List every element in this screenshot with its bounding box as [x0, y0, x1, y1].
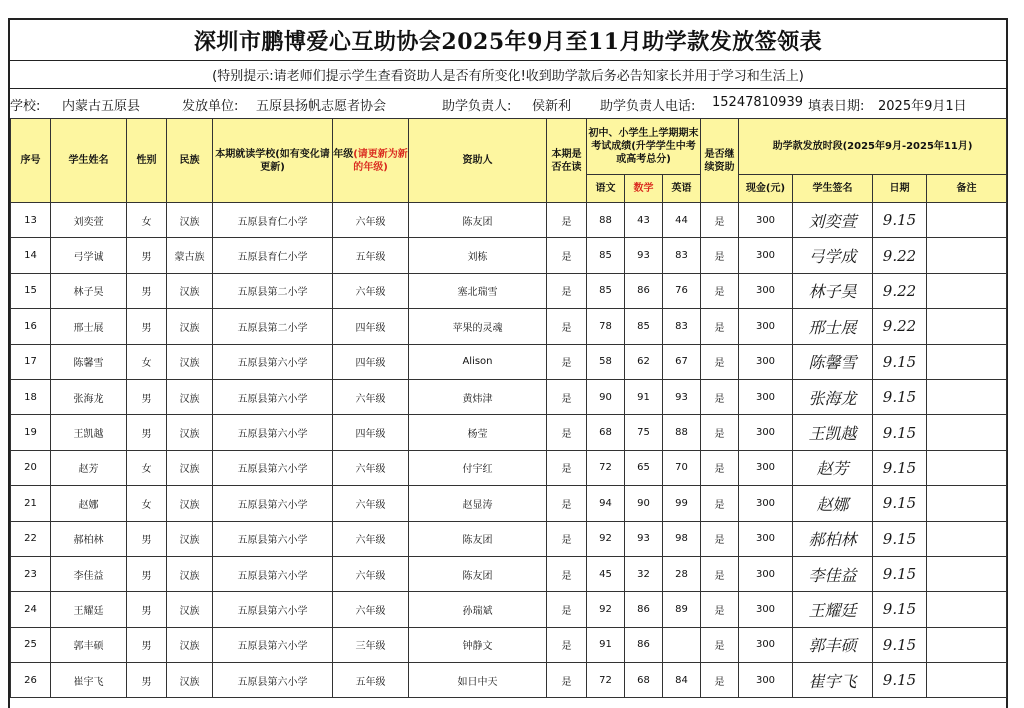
cell-date: 9.15 [873, 627, 927, 662]
cell-school: 五原县第六小学 [213, 344, 333, 379]
cell-ethnicity: 汉族 [167, 344, 213, 379]
cell-math: 86 [625, 592, 663, 627]
cell-seq: 14 [11, 238, 51, 273]
cell-math: 91 [625, 379, 663, 414]
cell-signature: 郭丰硕 [793, 627, 873, 662]
header-gender: 性别 [127, 119, 167, 203]
cell-signature: 弓学成 [793, 238, 873, 273]
header-cash: 现金(元) [739, 175, 793, 203]
cell-cash: 300 [739, 627, 793, 662]
cell-grade: 六年级 [333, 273, 409, 308]
cell-date: 9.15 [873, 663, 927, 698]
cell-cash: 300 [739, 415, 793, 450]
cell-math: 43 [625, 203, 663, 238]
table-row [11, 273, 1007, 308]
cell-gender: 男 [127, 273, 167, 308]
cell-ethnicity: 汉族 [167, 663, 213, 698]
cell-name: 张海龙 [51, 379, 127, 414]
cell-cash: 300 [739, 238, 793, 273]
cell-signature: 刘奕萱 [793, 203, 873, 238]
cell-signature: 李佳益 [793, 556, 873, 591]
cell-continue: 是 [701, 556, 739, 591]
cell-math: 85 [625, 309, 663, 344]
cell-school: 五原县第二小学 [213, 309, 333, 344]
cell-enrolled: 是 [547, 592, 587, 627]
cell-continue: 是 [701, 273, 739, 308]
cell-date: 9.15 [873, 344, 927, 379]
cell-chinese: 92 [587, 521, 625, 556]
cell-grade: 五年级 [333, 663, 409, 698]
table-row [11, 203, 1007, 238]
cell-english: 83 [663, 309, 701, 344]
header-ethnicity: 民族 [167, 119, 213, 203]
cell-enrolled: 是 [547, 486, 587, 521]
cell-seq: 15 [11, 273, 51, 308]
cell-chinese: 72 [587, 450, 625, 485]
cell-continue: 是 [701, 238, 739, 273]
cell-continue: 是 [701, 521, 739, 556]
cell-english: 76 [663, 273, 701, 308]
header-sponsor: 资助人 [409, 119, 547, 203]
header-name: 学生姓名 [51, 119, 127, 203]
cell-continue: 是 [701, 450, 739, 485]
cell-chinese: 45 [587, 556, 625, 591]
cell-remark [927, 521, 1007, 556]
cell-name: 赵芳 [51, 450, 127, 485]
table-row [11, 521, 1007, 556]
cell-date: 9.15 [873, 379, 927, 414]
header-continue: 是否继续资助 [701, 119, 739, 203]
table-row [11, 344, 1007, 379]
cell-chinese: 58 [587, 344, 625, 379]
cell-continue: 是 [701, 203, 739, 238]
cell-date: 9.15 [873, 592, 927, 627]
table-row [11, 592, 1007, 627]
cell-math: 32 [625, 556, 663, 591]
cell-english: 88 [663, 415, 701, 450]
cell-sponsor: 如日中天 [409, 663, 547, 698]
cell-enrolled: 是 [547, 203, 587, 238]
cell-name: 弓学诚 [51, 238, 127, 273]
cell-school: 五原县第六小学 [213, 663, 333, 698]
cell-gender: 女 [127, 486, 167, 521]
cell-ethnicity: 蒙古族 [167, 238, 213, 273]
cell-school: 五原县第六小学 [213, 592, 333, 627]
cell-english: 99 [663, 486, 701, 521]
cell-ethnicity: 汉族 [167, 273, 213, 308]
sign-off-sheet [8, 18, 1008, 708]
cell-remark [927, 203, 1007, 238]
cell-english: 83 [663, 238, 701, 273]
cell-chinese: 85 [587, 273, 625, 308]
cell-remark [927, 273, 1007, 308]
table-row [11, 663, 1007, 698]
cell-seq: 19 [11, 415, 51, 450]
cell-seq: 25 [11, 627, 51, 662]
cell-grade: 四年级 [333, 309, 409, 344]
fill-date-label: 填表日期: [808, 99, 865, 114]
header-english: 英语 [663, 175, 701, 203]
cell-seq: 16 [11, 309, 51, 344]
cell-grade: 四年级 [333, 344, 409, 379]
cell-gender: 女 [127, 203, 167, 238]
issuer-value: 五原县扬帆志愿者协会 [256, 99, 387, 114]
cell-grade: 六年级 [333, 556, 409, 591]
table-row [11, 309, 1007, 344]
manager-value: 侯新利 [532, 99, 572, 114]
cell-ethnicity: 汉族 [167, 486, 213, 521]
cell-remark [927, 344, 1007, 379]
cell-name: 王凯越 [51, 415, 127, 450]
cell-date: 9.15 [873, 203, 927, 238]
cell-remark [927, 627, 1007, 662]
cell-cash: 300 [739, 556, 793, 591]
cell-cash: 300 [739, 521, 793, 556]
cell-sponsor: Alison [409, 344, 547, 379]
cell-name: 李佳益 [51, 556, 127, 591]
cell-english: 84 [663, 663, 701, 698]
cell-math: 93 [625, 238, 663, 273]
cell-name: 赵娜 [51, 486, 127, 521]
table-row [11, 486, 1007, 521]
cell-gender: 男 [127, 309, 167, 344]
cell-date: 9.15 [873, 556, 927, 591]
cell-seq: 13 [11, 203, 51, 238]
cell-english: 67 [663, 344, 701, 379]
manager-label: 助学负责人: [442, 99, 512, 114]
cell-english [663, 627, 701, 662]
cell-enrolled: 是 [547, 238, 587, 273]
student-table [10, 118, 1007, 698]
cell-remark [927, 450, 1007, 485]
header-grade [333, 119, 409, 203]
cell-continue: 是 [701, 592, 739, 627]
cell-gender: 男 [127, 592, 167, 627]
cell-remark [927, 415, 1007, 450]
cell-chinese: 72 [587, 663, 625, 698]
cell-ethnicity: 汉族 [167, 627, 213, 662]
cell-gender: 男 [127, 556, 167, 591]
cell-sponsor: 陈友团 [409, 203, 547, 238]
cell-remark [927, 663, 1007, 698]
cell-math: 90 [625, 486, 663, 521]
header-scores: 初中、小学生上学期期末考试成绩(升学学生中考或高考总分) [587, 119, 701, 175]
cell-date: 9.15 [873, 415, 927, 450]
cell-chinese: 88 [587, 203, 625, 238]
header-grade-main: 年级 [333, 148, 354, 160]
table-row [11, 627, 1007, 662]
cell-seq: 20 [11, 450, 51, 485]
cell-english: 28 [663, 556, 701, 591]
cell-signature: 郝柏林 [793, 521, 873, 556]
cell-date: 9.15 [873, 450, 927, 485]
cell-grade: 四年级 [333, 415, 409, 450]
cell-remark [927, 486, 1007, 521]
cell-sponsor: 塞北瑞雪 [409, 273, 547, 308]
cell-gender: 男 [127, 663, 167, 698]
cell-grade: 五年级 [333, 238, 409, 273]
cell-enrolled: 是 [547, 450, 587, 485]
cell-grade: 六年级 [333, 521, 409, 556]
cell-enrolled: 是 [547, 309, 587, 344]
cell-cash: 300 [739, 379, 793, 414]
cell-english: 93 [663, 379, 701, 414]
cell-math: 86 [625, 273, 663, 308]
header-grade-note: (请更新为新的年级) [353, 148, 408, 173]
cell-seq: 21 [11, 486, 51, 521]
cell-school: 五原县第六小学 [213, 486, 333, 521]
cell-english: 70 [663, 450, 701, 485]
cell-school: 五原县育仁小学 [213, 238, 333, 273]
cell-enrolled: 是 [547, 344, 587, 379]
cell-math: 62 [625, 344, 663, 379]
cell-name: 林子昊 [51, 273, 127, 308]
cell-signature: 张海龙 [793, 379, 873, 414]
cell-name: 邢士展 [51, 309, 127, 344]
cell-cash: 300 [739, 663, 793, 698]
cell-english: 89 [663, 592, 701, 627]
cell-ethnicity: 汉族 [167, 203, 213, 238]
header-chinese: 语文 [587, 175, 625, 203]
cell-english: 98 [663, 521, 701, 556]
cell-cash: 300 [739, 450, 793, 485]
cell-signature: 王凯越 [793, 415, 873, 450]
cell-date: 9.15 [873, 486, 927, 521]
school-label: 学校: [10, 99, 41, 114]
cell-math: 68 [625, 663, 663, 698]
cell-math: 75 [625, 415, 663, 450]
cell-school: 五原县第六小学 [213, 521, 333, 556]
cell-chinese: 78 [587, 309, 625, 344]
cell-school: 五原县育仁小学 [213, 203, 333, 238]
cell-signature: 林子昊 [793, 273, 873, 308]
header-signature: 学生签名 [793, 175, 873, 203]
cell-continue: 是 [701, 663, 739, 698]
cell-gender: 男 [127, 415, 167, 450]
cell-sponsor: 刘栋 [409, 238, 547, 273]
info-bar [10, 88, 1006, 120]
table-row [11, 415, 1007, 450]
header-school-note: (如有变化请更新) [260, 148, 330, 173]
cell-sponsor: 钟静文 [409, 627, 547, 662]
cell-date: 9.22 [873, 273, 927, 308]
cell-enrolled: 是 [547, 556, 587, 591]
cell-ethnicity: 汉族 [167, 556, 213, 591]
cell-gender: 男 [127, 627, 167, 662]
cell-date: 9.22 [873, 238, 927, 273]
cell-remark [927, 556, 1007, 591]
cell-date: 9.15 [873, 521, 927, 556]
cell-math: 65 [625, 450, 663, 485]
cell-gender: 男 [127, 379, 167, 414]
cell-grade: 六年级 [333, 450, 409, 485]
cell-school: 五原县第六小学 [213, 627, 333, 662]
issuer-label: 发放单位: [182, 99, 239, 114]
cell-sponsor: 赵显涛 [409, 486, 547, 521]
cell-chinese: 68 [587, 415, 625, 450]
table-row [11, 379, 1007, 414]
cell-chinese: 92 [587, 592, 625, 627]
cell-name: 王耀廷 [51, 592, 127, 627]
header-payment: 助学款发放时段(2025年9月-2025年11月) [739, 119, 1007, 175]
cell-remark [927, 379, 1007, 414]
cell-continue: 是 [701, 309, 739, 344]
cell-grade: 六年级 [333, 592, 409, 627]
school-value: 内蒙古五原县 [62, 99, 141, 114]
phone-label: 助学负责人电话: [600, 99, 696, 114]
cell-ethnicity: 汉族 [167, 450, 213, 485]
cell-name: 郝柏林 [51, 521, 127, 556]
cell-chinese: 91 [587, 627, 625, 662]
cell-school: 五原县第六小学 [213, 556, 333, 591]
sheet-title: 深圳市鹏博爱心互助协会2025年9月至11月助学款发放签领表 [10, 20, 1006, 61]
header-remark: 备注 [927, 175, 1007, 203]
cell-name: 刘奕萱 [51, 203, 127, 238]
cell-chinese: 94 [587, 486, 625, 521]
cell-ethnicity: 汉族 [167, 521, 213, 556]
cell-gender: 女 [127, 344, 167, 379]
cell-date: 9.22 [873, 309, 927, 344]
cell-grade: 三年级 [333, 627, 409, 662]
cell-remark [927, 309, 1007, 344]
phone-value: 15247810939 [712, 95, 803, 110]
header-school-main: 本期就读学校 [215, 148, 276, 160]
cell-seq: 22 [11, 521, 51, 556]
cell-sponsor: 陈友团 [409, 556, 547, 591]
cell-enrolled: 是 [547, 663, 587, 698]
cell-school: 五原县第六小学 [213, 450, 333, 485]
cell-sponsor: 付宇红 [409, 450, 547, 485]
header-math: 数学 [625, 175, 663, 203]
cell-school: 五原县第六小学 [213, 379, 333, 414]
cell-grade: 六年级 [333, 203, 409, 238]
cell-seq: 24 [11, 592, 51, 627]
cell-sponsor: 孙瑞斌 [409, 592, 547, 627]
cell-english: 44 [663, 203, 701, 238]
cell-ethnicity: 汉族 [167, 379, 213, 414]
cell-continue: 是 [701, 379, 739, 414]
cell-gender: 女 [127, 450, 167, 485]
header-enrolled: 本期是否在读 [547, 119, 587, 203]
cell-seq: 17 [11, 344, 51, 379]
cell-enrolled: 是 [547, 521, 587, 556]
cell-chinese: 90 [587, 379, 625, 414]
cell-chinese: 85 [587, 238, 625, 273]
cell-continue: 是 [701, 627, 739, 662]
cell-enrolled: 是 [547, 379, 587, 414]
cell-remark [927, 592, 1007, 627]
cell-name: 郭丰硕 [51, 627, 127, 662]
cell-ethnicity: 汉族 [167, 592, 213, 627]
cell-cash: 300 [739, 592, 793, 627]
cell-math: 93 [625, 521, 663, 556]
cell-math: 86 [625, 627, 663, 662]
cell-enrolled: 是 [547, 273, 587, 308]
cell-cash: 300 [739, 203, 793, 238]
cell-signature: 赵芳 [793, 450, 873, 485]
table-row [11, 556, 1007, 591]
table-row [11, 238, 1007, 273]
cell-seq: 23 [11, 556, 51, 591]
header-seq: 序号 [11, 119, 51, 203]
cell-seq: 26 [11, 663, 51, 698]
cell-cash: 300 [739, 486, 793, 521]
cell-ethnicity: 汉族 [167, 415, 213, 450]
cell-signature: 赵娜 [793, 486, 873, 521]
cell-ethnicity: 汉族 [167, 309, 213, 344]
cell-gender: 男 [127, 238, 167, 273]
cell-sponsor: 陈友团 [409, 521, 547, 556]
cell-continue: 是 [701, 415, 739, 450]
cell-remark [927, 238, 1007, 273]
cell-continue: 是 [701, 344, 739, 379]
cell-grade: 六年级 [333, 379, 409, 414]
cell-name: 崔宇飞 [51, 663, 127, 698]
header-school [213, 119, 333, 203]
cell-school: 五原县第六小学 [213, 415, 333, 450]
fill-date-value: 2025年9月1日 [878, 99, 967, 114]
cell-cash: 300 [739, 309, 793, 344]
cell-name: 陈馨雪 [51, 344, 127, 379]
cell-seq: 18 [11, 379, 51, 414]
table-row [11, 450, 1007, 485]
cell-gender: 男 [127, 521, 167, 556]
cell-cash: 300 [739, 273, 793, 308]
header-date: 日期 [873, 175, 927, 203]
cell-cash: 300 [739, 344, 793, 379]
cell-signature: 崔宇飞 [793, 663, 873, 698]
cell-sponsor: 杨莹 [409, 415, 547, 450]
special-notice: (特别提示:请老师们提示学生查看资助人是否有所变化!收到助学款后务必告知家长并用于学习和生活上) [10, 60, 1006, 89]
cell-signature: 王耀廷 [793, 592, 873, 627]
cell-enrolled: 是 [547, 415, 587, 450]
cell-sponsor: 黄炜津 [409, 379, 547, 414]
cell-signature: 邢士展 [793, 309, 873, 344]
cell-enrolled: 是 [547, 627, 587, 662]
cell-signature: 陈馨雪 [793, 344, 873, 379]
cell-grade: 六年级 [333, 486, 409, 521]
cell-sponsor: 苹果的灵魂 [409, 309, 547, 344]
cell-continue: 是 [701, 486, 739, 521]
cell-school: 五原县第二小学 [213, 273, 333, 308]
